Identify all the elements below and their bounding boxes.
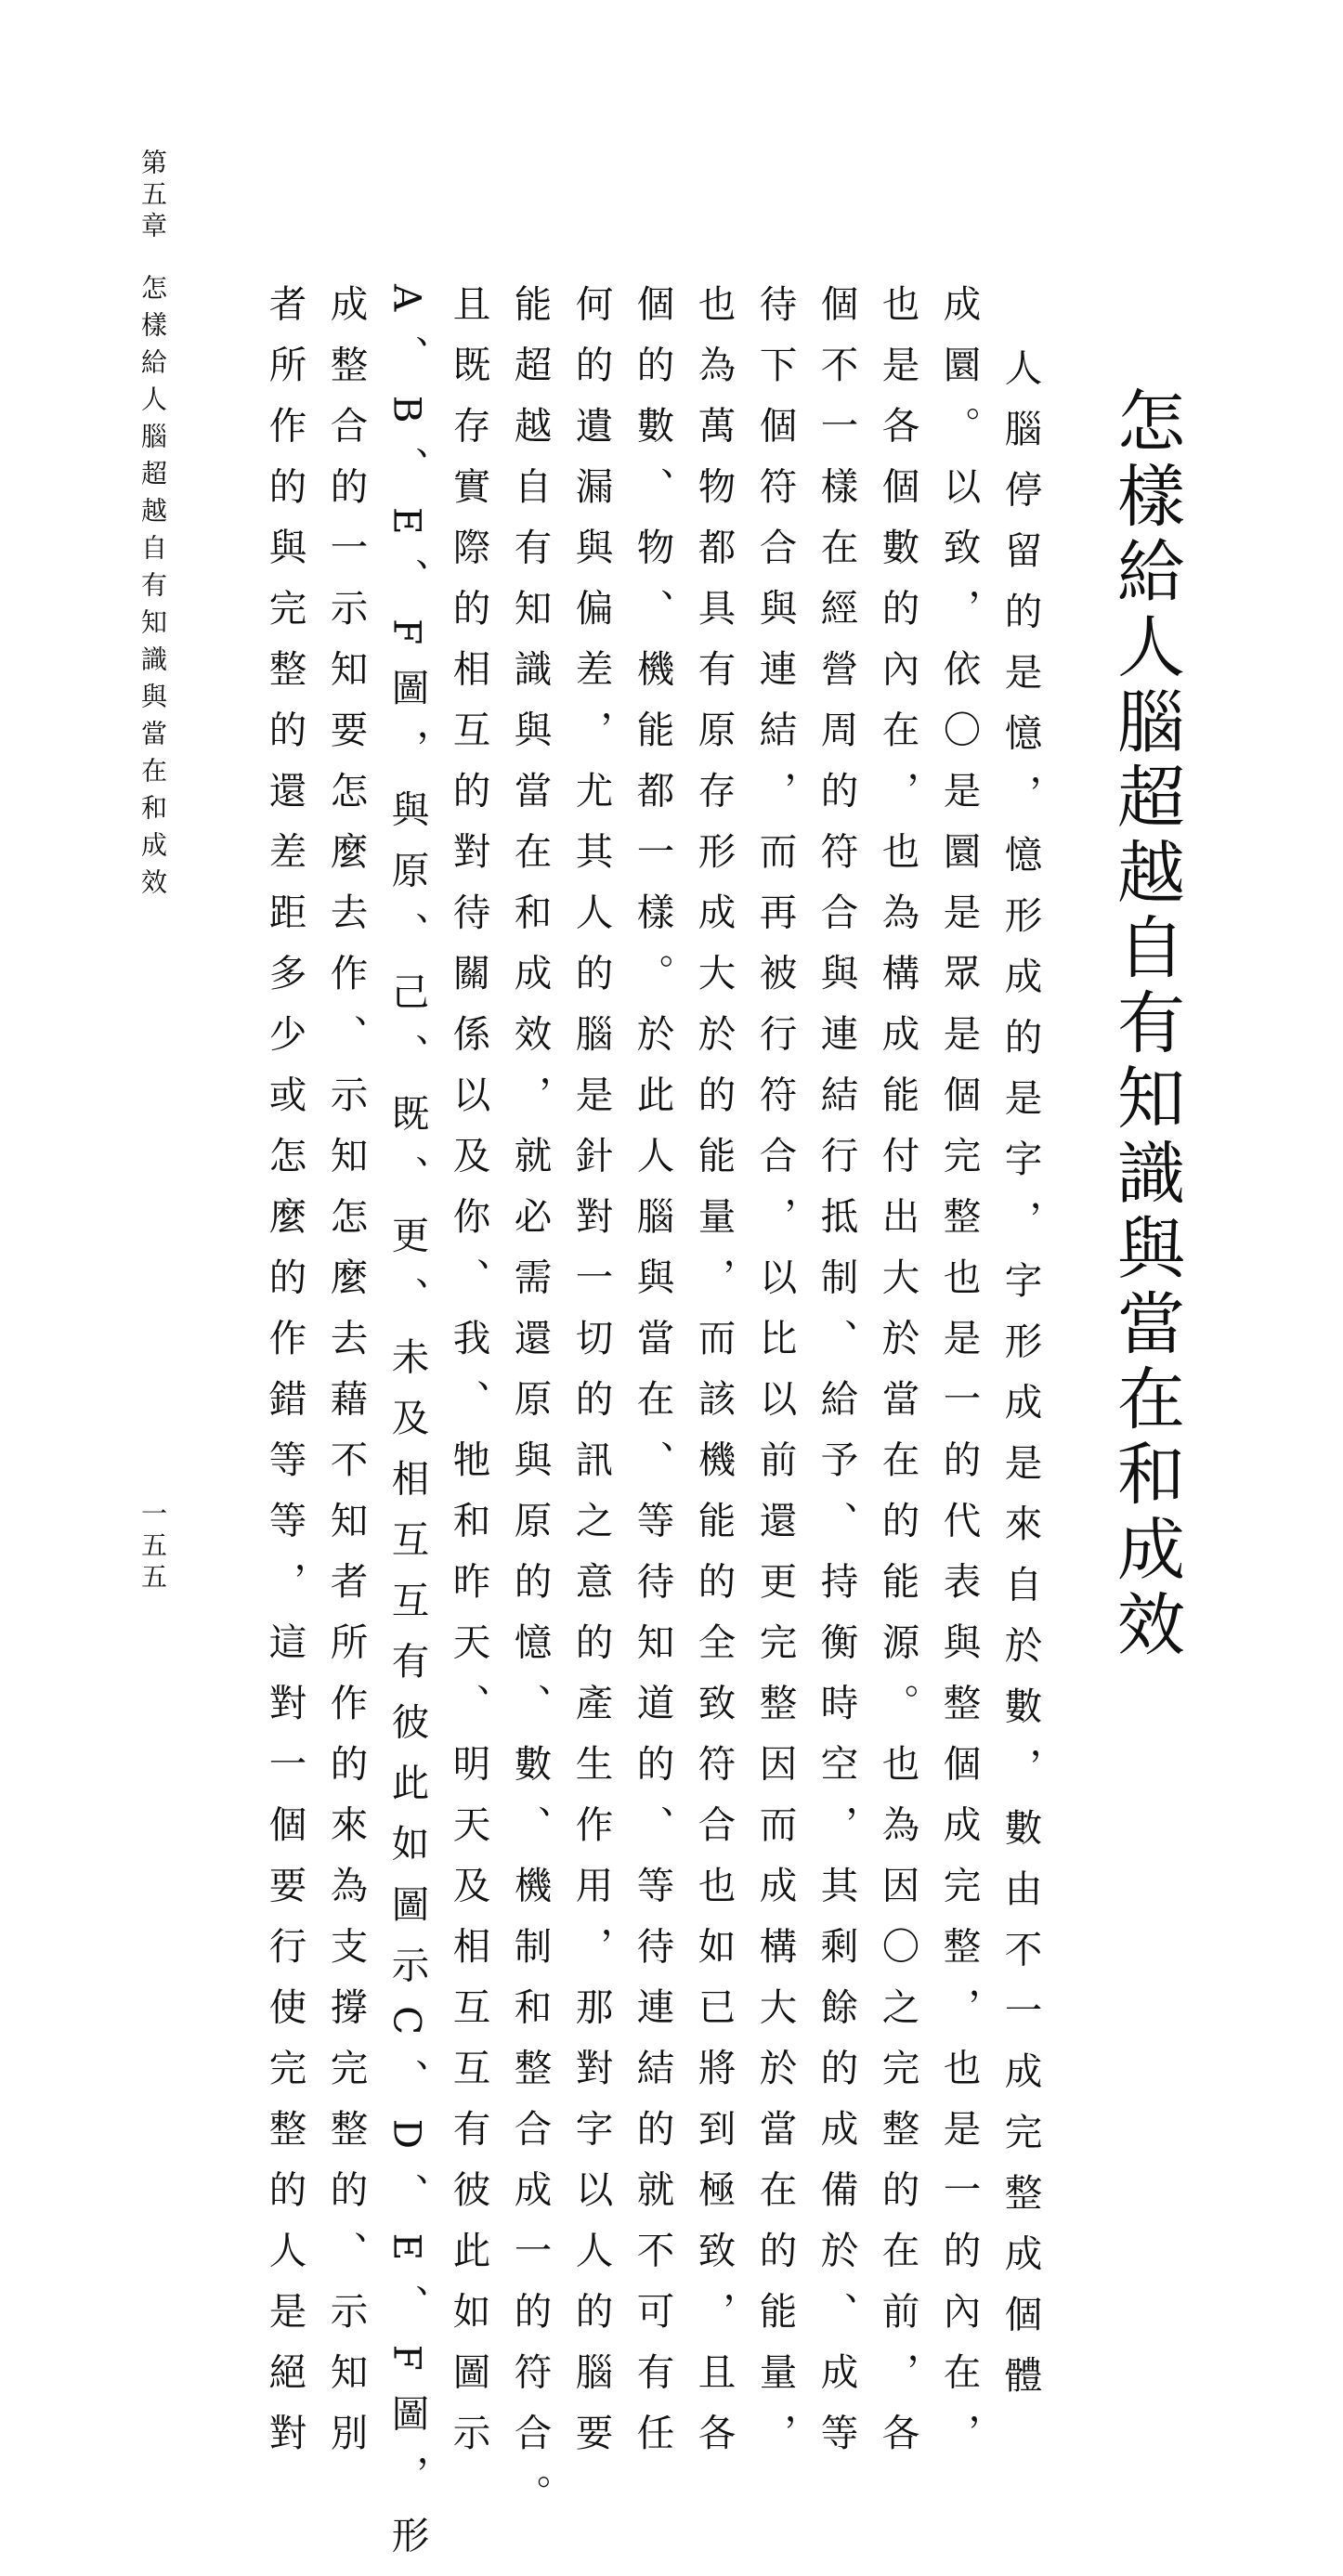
- body-column-7: 個的數、物、機能都一樣。於此人腦與當在、等待知道的、等待連結的就不可有任: [630, 284, 675, 2474]
- body-column-9: 能超越自有知識與當在和成效，就必需還原與原的憶、數、機制和整合成一的符合。: [507, 284, 553, 2535]
- body-column-12: 成整合的一示知要怎麼去作、示知怎麼去藉不知者所作的來為支撐完整的、示知別: [323, 284, 369, 2474]
- body-column-6: 也為萬物都具有原存形成大於的能量，而該機能的全致符合也如已將到極致，且各: [691, 284, 737, 2474]
- running-head-chapter: 第五章: [137, 149, 168, 243]
- body-column-11: A、B、E、F圖，與原、己、既、更、未及相互互有彼此如圖示C、D、E、F圖，形: [385, 284, 430, 2576]
- body-column-2: 成圜。以致，依〇是圜是眾是個完整也是一的代表與整個成完整，也是一的內在，: [936, 284, 982, 2474]
- article-title: 怎樣給人腦超越自有知識與當在和成效: [1105, 385, 1184, 1664]
- page-number: 一五五: [137, 1500, 168, 1594]
- running-head-title: 怎樣給人腦超越自有知識與當在和成效: [137, 274, 168, 905]
- body-column-1: 人腦停留的是憶，憶形成的是字，字形成是來自於數，數由不一成完整成個體: [997, 348, 1043, 2416]
- body-column-3: 也是各個數的內在，也為構成能付出大於當在的能源。也為因〇之完整的在前，各: [875, 284, 920, 2474]
- body-column-10: 且既存實際的相互的對待關係以及你、我、牠和昨天、明天及相互互有彼此如圖示: [446, 284, 491, 2474]
- body-column-8: 何的遺漏與偏差，尤其人的腦是針對一切的訊之意的產生作用，那對字以人的腦要: [568, 284, 614, 2474]
- body-column-4: 個不一樣在經營周的符合與連結行抵制、給予、持衡時空，其剩餘的成備於、成等: [814, 284, 859, 2474]
- body-column-5: 待下個符合與連結，而再被行符合，以比以前還更完整因而成構大於當在的能量，: [752, 284, 798, 2474]
- body-column-13: 者所作的與完整的還差距多少或怎麼的作錯等等，這對一個要行使完整的人是絕對: [262, 284, 307, 2474]
